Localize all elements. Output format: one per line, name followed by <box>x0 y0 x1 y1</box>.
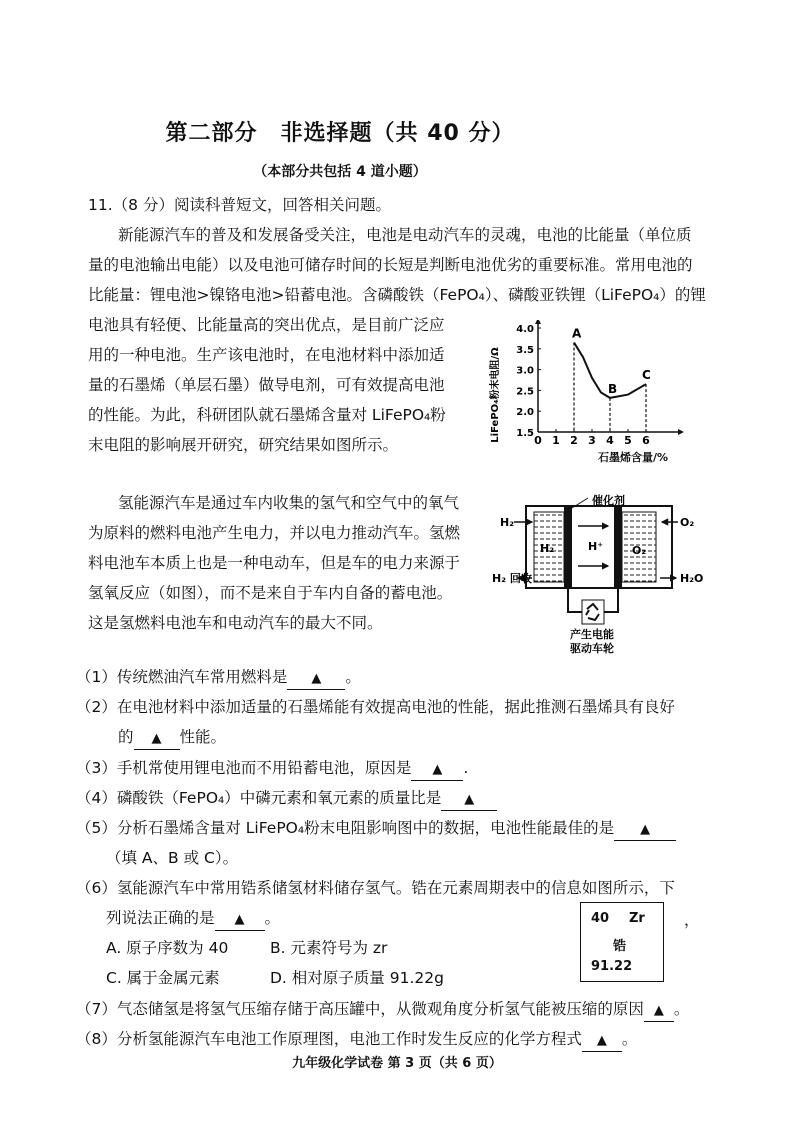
answer-blank[interactable] <box>411 758 463 781</box>
option-d[interactable]: D. 相对原子质量 91.22g <box>270 969 444 987</box>
subq-2-text: 的 <box>118 728 134 746</box>
subq-4 <box>76 783 497 813</box>
punct: 。 <box>673 1000 690 1018</box>
y-tick-label: 3.5 <box>516 344 534 356</box>
fuel-cell-diagram <box>492 494 714 654</box>
blank-marker: ▲ <box>640 822 651 837</box>
subq-4-text: （4）磷酸铁（FePO₄）中磷元素和氧元素的质量比是 <box>76 789 442 807</box>
point-label-b: B <box>608 381 618 396</box>
circuit-wire <box>604 588 618 612</box>
x-axis-label: 石墨烯含量/% <box>598 451 669 464</box>
section-title: 第二部分 非选择题（共 40 分） <box>165 121 515 146</box>
y-tick-label: 3.0 <box>516 365 534 377</box>
y-axis-label: LiFePO₄粉末电阻/Ω <box>490 347 501 443</box>
answer-blank[interactable] <box>441 788 497 811</box>
answer-blank[interactable] <box>215 908 265 931</box>
answer-blank[interactable] <box>614 818 676 841</box>
para1-line: 量的石墨烯（单层石墨）做导电剂，可有效提高电池 <box>88 376 445 394</box>
y-tick-label: 4.0 <box>516 324 534 335</box>
x-tick-label: 0 <box>534 434 542 447</box>
h-plus-label: H⁺ <box>588 540 604 553</box>
x-axis-arrow <box>678 429 684 435</box>
subq-2-text: （2）在电池材料中添加适量的石墨烯能有效提高电池的性能，据此推测石墨烯具有良好 <box>76 698 675 716</box>
h2-recycle-label: H₂ 回收 <box>492 572 532 585</box>
subq-8-text: （8）分析氢能源汽车电池工作原理图，电池工作时发生反应的化学方程式 <box>76 1030 582 1048</box>
subq-1-text: （1）传统燃油汽车常用燃料是 <box>76 668 288 686</box>
subq-7 <box>76 994 689 1024</box>
para2-line: 料电池车本质上也是一种电动车，但是车的电力来源于 <box>88 554 461 572</box>
subq-2-cont <box>118 722 226 752</box>
option-c[interactable]: C. 属于金属元素 <box>106 969 220 987</box>
subq-7-text: （7）气态储氢是将氢气压缩存储于高压罐中，从微观角度分析氢气能被压缩的原因 <box>76 1000 644 1018</box>
blank-marker: ▲ <box>432 762 443 777</box>
para1-line: 量的电池输出电能）以及电池可储存时间的长短是判断电池优劣的重要标准。常用电池的 <box>88 256 693 274</box>
o2-inside-label: O₂ <box>632 544 647 557</box>
subq-5 <box>76 813 676 843</box>
subq-5-cont: （填 A、B 或 C）。 <box>106 849 239 867</box>
para1-line: 的性能。为此，科研团队就石墨烯含量对 LiFePO₄粉 <box>88 406 446 424</box>
answer-blank[interactable] <box>644 999 674 1022</box>
para2-line: 这是氢燃料电池车和电动汽车的最大不同。 <box>88 614 383 632</box>
y-tick-label: 1.5 <box>516 428 534 439</box>
anode-electrode <box>564 506 572 588</box>
page-footer: 九年级化学试卷 第 3 页（共 6 页） <box>292 1056 502 1071</box>
y-tick-label: 2.5 <box>516 386 534 398</box>
cathode-electrode <box>614 506 622 588</box>
subq-6-text: 列说法正确的是 <box>106 909 215 927</box>
para2-line: 为原料的燃料电池产生电力，并以电力推动汽车。氢燃 <box>88 524 461 542</box>
subq-3-text: （3）手机常使用锂电池而不用铅蓄电池，原因是 <box>76 759 412 777</box>
stray-comma: ， <box>684 911 700 929</box>
chart-axes <box>535 320 684 435</box>
blank-marker: ▲ <box>596 1033 607 1048</box>
element-symbol: Zr <box>629 911 645 926</box>
circuit-wire <box>568 588 582 612</box>
catalyst-label: 催化剂 <box>592 494 625 507</box>
punct: 。 <box>264 909 281 927</box>
para1-line: 电池具有轻便、比能量高的突出优点，是目前广泛应 <box>88 316 445 334</box>
answer-blank[interactable] <box>134 727 180 750</box>
para2-line: 氢能源汽车是通过车内收集的氢气和空气中的氧气 <box>118 494 460 512</box>
atomic-mass: 91.22 <box>591 959 633 974</box>
atomic-number: 40 <box>591 911 610 926</box>
blank-marker: ▲ <box>653 1003 664 1018</box>
para1-line: 新能源汽车的普及和发展备受关注，电池是电动汽车的灵魂，电池的比能量（单位质 <box>118 226 692 244</box>
x-tick-label: 4 <box>606 434 614 447</box>
subq-6-cont <box>106 903 280 933</box>
y-axis-arrow <box>535 320 541 324</box>
subq-5-text: （5）分析石墨烯含量对 LiFePO₄粉末电阻影响图中的数据，电池性能最佳的是 <box>76 819 615 837</box>
x-tick-label: 3 <box>588 434 596 447</box>
element-tile <box>580 902 664 982</box>
para1-line: 比能量：锂电池>镍铬电池>铅蓄电池。含磷酸铁（FePO₄）、磷酸亚铁锂（LiFePO₄）的锂 <box>88 286 706 304</box>
blank-marker: ▲ <box>234 912 245 927</box>
y-tick-label: 2.0 <box>516 407 534 419</box>
caption-electricity: 产生电能 <box>570 628 614 641</box>
punct: 。 <box>621 1030 638 1048</box>
punct: 。 <box>345 668 361 686</box>
h2-in-label: H₂ <box>500 516 515 529</box>
h2-inside-label: H₂ <box>540 542 555 555</box>
subq-2-text: 性能。 <box>179 728 227 746</box>
subq-1 <box>76 662 361 692</box>
blank-marker: ▲ <box>311 671 322 686</box>
x-tick-label: 1 <box>552 434 560 447</box>
answer-blank[interactable] <box>582 1029 622 1052</box>
point-label-c: C <box>642 368 651 383</box>
para2-line: 氢氧反应（如图），而不是来自于车内自备的蓄电池。 <box>88 584 453 602</box>
water-out-label: H₂O <box>680 572 704 585</box>
point-label-a: A <box>572 326 582 341</box>
o2-in-label: O₂ <box>680 516 695 529</box>
x-tick-label: 5 <box>624 434 632 447</box>
x-tick-label: 6 <box>642 434 650 447</box>
answer-blank[interactable] <box>287 667 345 690</box>
chart-ticks <box>516 324 650 447</box>
blank-marker: ▲ <box>151 731 162 746</box>
question-head: 11.（8 分）阅读科普短文，回答相关问题。 <box>88 196 391 214</box>
subq-2 <box>76 692 675 722</box>
option-b[interactable]: B. 元素符号为 zr <box>270 939 388 957</box>
subq-3 <box>76 753 468 783</box>
x-tick-label: 2 <box>570 434 578 447</box>
para1-line: 用的一种电池。生产该电池时，在电池材料中添加适 <box>88 346 445 364</box>
resistance-chart <box>486 320 696 470</box>
section-subtitle: （本部分共包括 4 道小题） <box>253 164 427 180</box>
punct: . <box>463 759 469 777</box>
option-a[interactable]: A. 原子序数为 40 <box>106 939 229 957</box>
subq-8 <box>76 1024 637 1054</box>
subq-6: （6）氢能源汽车中常用锆系储氢材料储存氢气。锆在元素周期表中的信息如图所示，下 <box>76 879 675 897</box>
element-name: 锆 <box>613 939 627 954</box>
para1-line: 末电阻的影响展开研究，研究结果如图所示。 <box>88 436 399 454</box>
blank-marker: ▲ <box>464 792 475 807</box>
caption-wheels: 驱动车轮 <box>570 642 614 654</box>
